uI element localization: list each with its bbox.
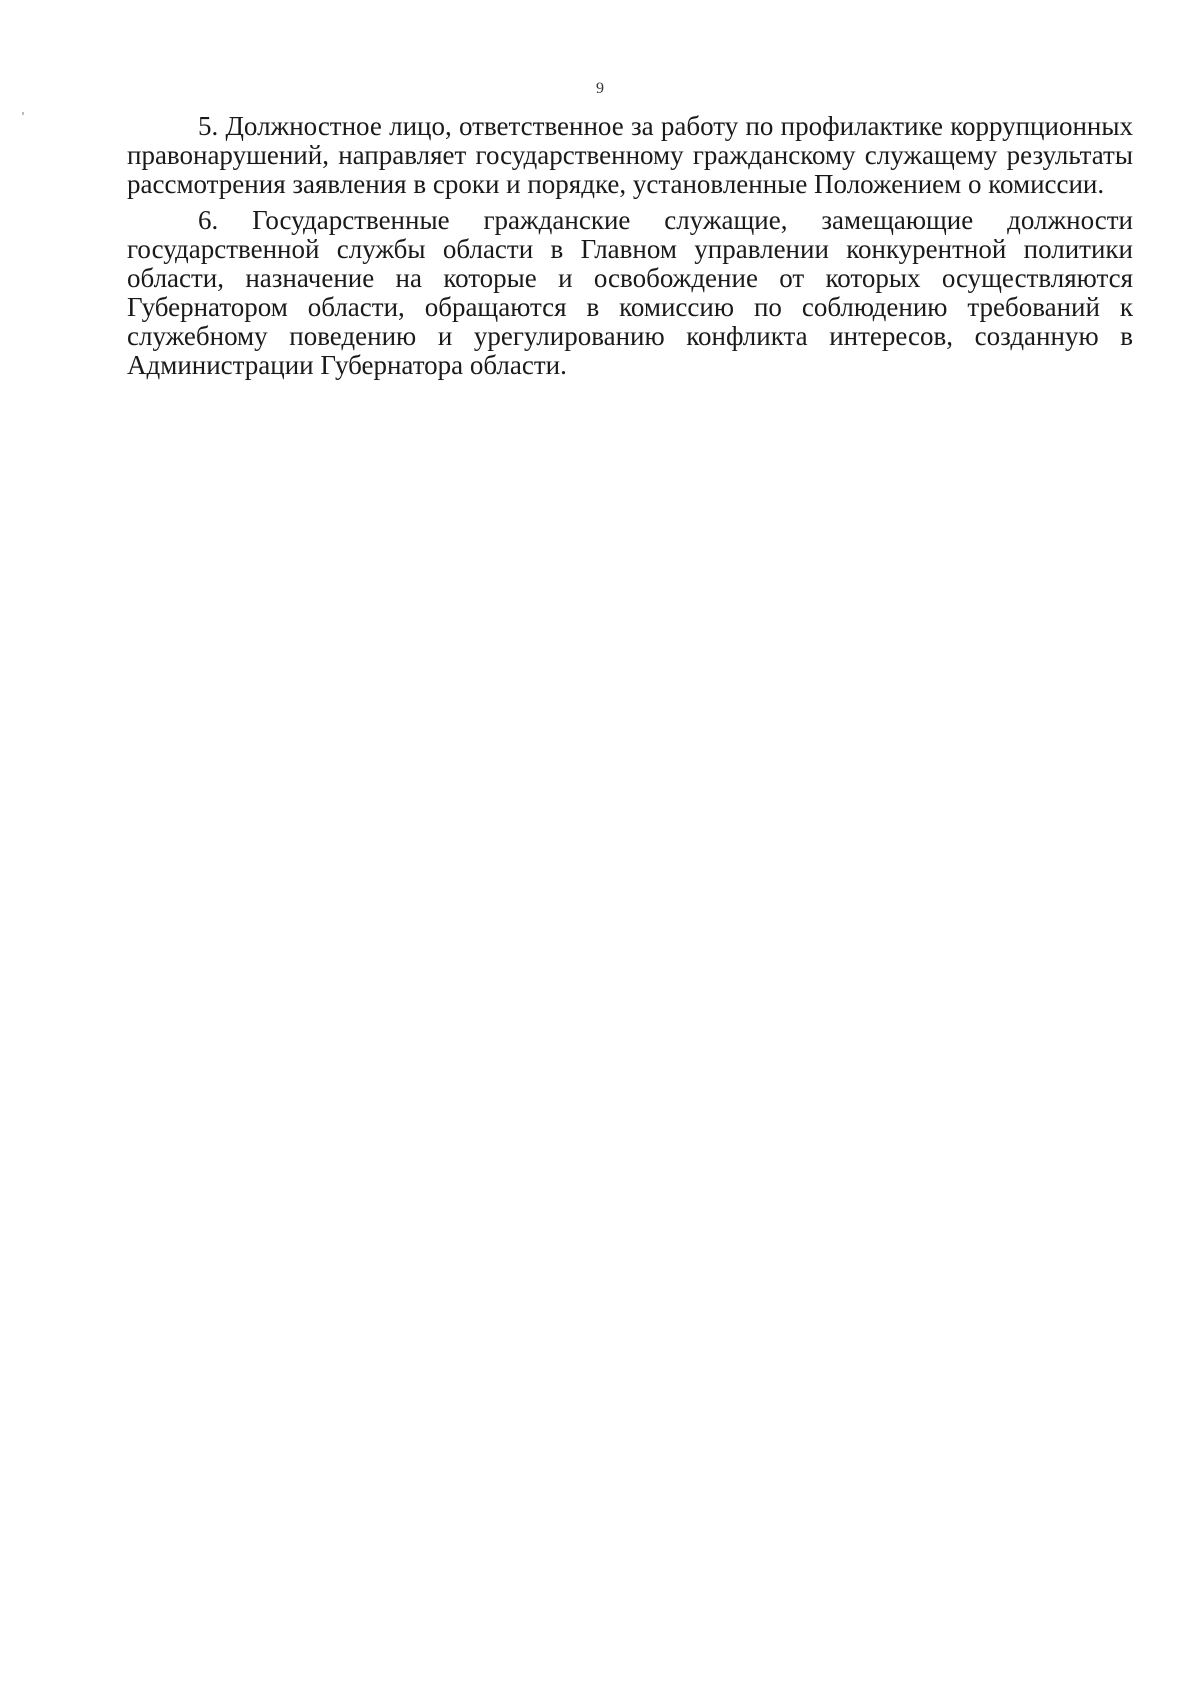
page-number: 9 <box>596 80 604 97</box>
paragraph-5: 5. Должностное лицо, ответственное за работу по профилактике коррупционных правонарушений, направляет государственному гражданскому служащему результаты рассмотрения заявления в сроки и порядке, установленные Положением о комиссии. <box>127 111 1133 199</box>
scan-artifact-mark <box>22 112 24 115</box>
document-body <box>127 112 1133 387</box>
paragraph-6: 6. Государственные гражданские служащие, замещающие должности государственной службы области в Главном управлении конкурентной политики области, назначение на которые и освобождение от которых осуществляются Губернатором области, обращаются в комиссию по соблюдению требований к служебному поведению и урегулированию конфликта интересов, созданную в Администрации Губернатора области. <box>127 205 1133 380</box>
